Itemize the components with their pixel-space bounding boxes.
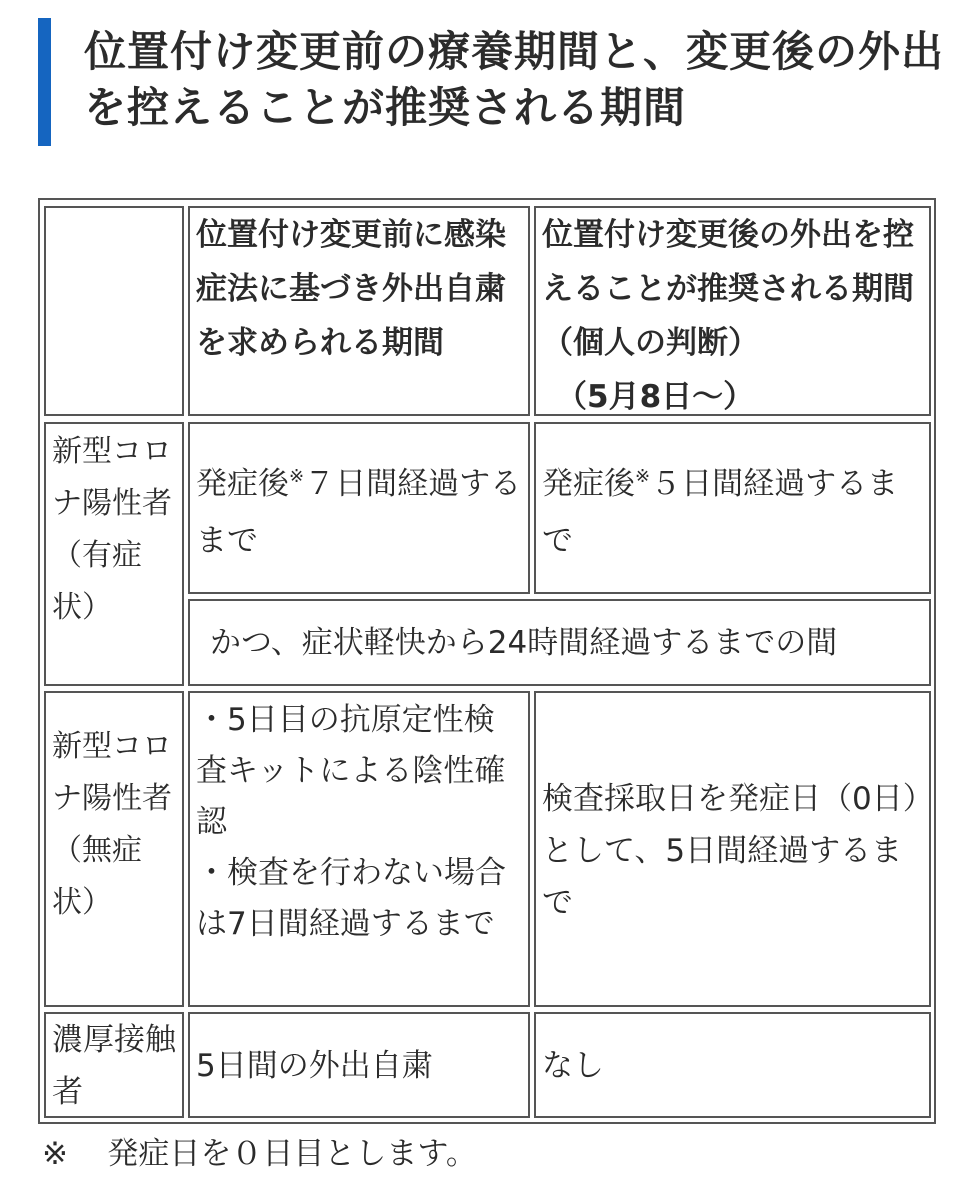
table-header-after-label: 位置付け変更後の外出を控えることが推奨される期間（個人の判断）	[542, 217, 914, 361]
symptomatic-before-suffix: ７日間経過するまで	[196, 466, 522, 559]
heading-accent-bar	[38, 18, 51, 146]
close-contact-before-text: 5日間の外出自粛	[196, 1048, 433, 1084]
isolation-period-table	[38, 198, 936, 1124]
table-cell-asymptomatic-after	[534, 691, 931, 1007]
symptomatic-after-footnote-mark: ※	[635, 466, 651, 487]
table-row-label-asymptomatic	[44, 691, 184, 1007]
symptomatic-before-prefix: 発症後	[196, 466, 289, 502]
row-symptomatic-label: 新型コロナ陽性者（有症状）	[52, 434, 172, 625]
table-cell-symptomatic-shared	[188, 599, 931, 686]
row-asymptomatic-label: 新型コロナ陽性者（無症状）	[52, 729, 172, 920]
close-contact-after-text: なし	[542, 1048, 604, 1084]
symptomatic-after-suffix: ５日間経過するまで	[542, 466, 899, 559]
table-cell-close-contact-before	[188, 1012, 530, 1118]
asymptomatic-before-item-no-test: ・検査を行わない場合は7日間経過するまで	[196, 855, 506, 942]
table-header-after	[534, 206, 931, 416]
table-cell-symptomatic-before	[188, 422, 530, 594]
asymptomatic-after-text: 検査採取日を発症日（0日）として、5日間経過するまで	[542, 781, 919, 921]
page-heading	[38, 18, 950, 146]
table-row-label-symptomatic	[44, 422, 184, 686]
table-row-label-close-contact	[44, 1012, 184, 1118]
row-close-contact-label: 濃厚接触者	[52, 1022, 176, 1110]
symptomatic-before-footnote-mark: ※	[289, 466, 305, 487]
table-header-before	[188, 206, 530, 416]
table-cell-symptomatic-after	[534, 422, 931, 594]
table-header-after-date: （5月8日〜）	[556, 379, 755, 415]
symptomatic-after-prefix: 発症後	[542, 466, 635, 502]
footnote-text: 発症日を０日目とします。	[107, 1136, 477, 1172]
table-cell-asymptomatic-before	[188, 691, 530, 1007]
page-title: 位置付け変更前の療養期間と、変更後の外出を控えることが推奨される期間	[84, 27, 945, 132]
table-cell-close-contact-after	[534, 1012, 931, 1118]
symptomatic-shared-condition: かつ、症状軽快から24時間経過するまでの間	[210, 625, 838, 661]
table-header-before-label: 位置付け変更前に感染症法に基づき外出自粛を求められる期間	[196, 217, 506, 361]
asymptomatic-before-item-antigen-test: ・5日目の抗原定性検査キットによる陰性確認	[196, 702, 506, 840]
table-header-corner-cell	[44, 206, 184, 416]
footnote-mark: ※	[42, 1136, 68, 1172]
table-footnote	[42, 1132, 477, 1176]
